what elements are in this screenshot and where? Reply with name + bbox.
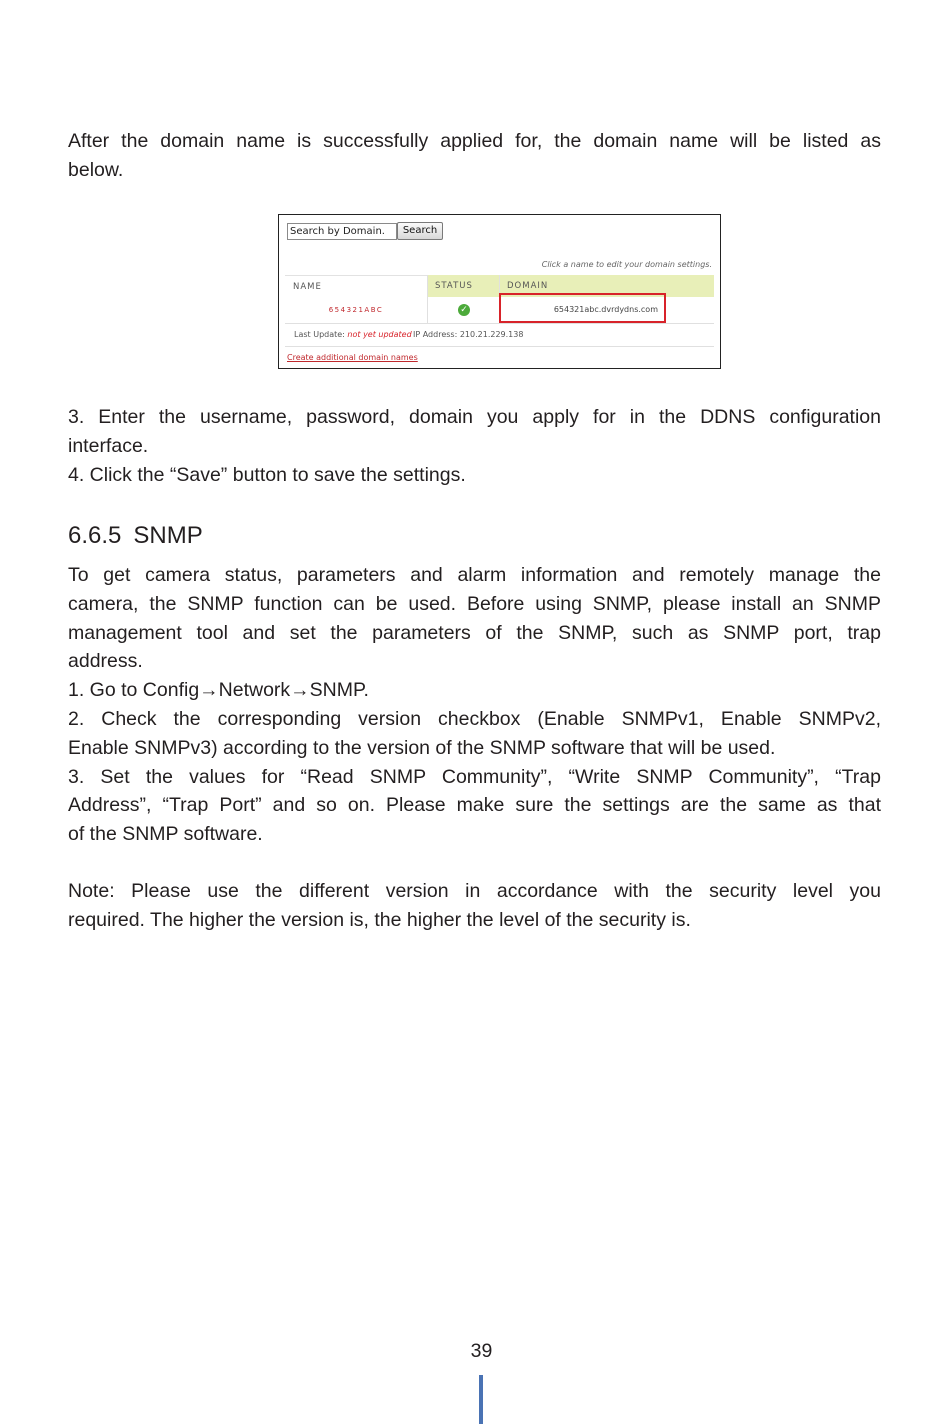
body-line: 3. Set the values for “Read SNMP Community”, “Write SNMP Community”, “Trap bbox=[68, 765, 881, 788]
last-update-row bbox=[285, 323, 714, 347]
body-line: address. bbox=[68, 650, 143, 673]
last-update-label: Last Update: bbox=[294, 330, 345, 339]
note-paragraph bbox=[68, 877, 881, 935]
body-line: management tool and set the parameters of the SNMP, such as SNMP port, trap bbox=[68, 621, 881, 644]
section-title: SNMP bbox=[133, 522, 203, 549]
section-number: 6.6.5 bbox=[68, 522, 122, 549]
note-line: Note: Please use the different version in accordance with the security level you bbox=[68, 880, 881, 902]
step-line: 3. Enter the username, password, domain you apply for in the DDNS configuration bbox=[68, 406, 881, 428]
column-header-name: NAME bbox=[285, 275, 427, 297]
body-line: 1. Go to Config→Network→SNMP. bbox=[68, 679, 369, 702]
body-line: To get camera status, parameters and alarm information and remotely manage the bbox=[68, 564, 881, 586]
note-line: required. The higher the version is, the higher the level of the security is. bbox=[68, 908, 691, 931]
intro-line: After the domain name is successfully applied for, the domain name will be listed as bbox=[68, 130, 881, 152]
column-divider bbox=[427, 275, 428, 323]
body-line: Address”, “Trap Port” and so on. Please make sure the settings are the same as that bbox=[68, 794, 881, 817]
page-number: 39 bbox=[470, 1340, 493, 1362]
ip-address: IP Address: 210.21.229.138 bbox=[413, 330, 524, 339]
body-line: of the SNMP software. bbox=[68, 823, 263, 846]
last-update-value: not yet updated bbox=[347, 330, 412, 339]
ddns-domain-list-screenshot bbox=[278, 214, 721, 369]
step-line: interface. bbox=[68, 434, 149, 457]
body-line: camera, the SNMP function can be used. Before using SNMP, please install an SNMP bbox=[68, 592, 881, 615]
column-header-domain: DOMAIN bbox=[499, 275, 714, 297]
step-line: 4. Click the “Save” button to save the settings. bbox=[68, 463, 466, 486]
page-accent-bar bbox=[479, 1375, 483, 1424]
create-domain-link[interactable]: Create additional domain names bbox=[287, 353, 418, 362]
domain-name-link[interactable]: 654321ABC bbox=[328, 306, 384, 314]
ddns-steps bbox=[68, 403, 881, 489]
highlight-box bbox=[499, 293, 666, 323]
intro-line: below. bbox=[68, 158, 124, 181]
intro-paragraph bbox=[68, 127, 881, 185]
search-button[interactable]: Search bbox=[397, 222, 443, 240]
body-line: Enable SNMPv3) according to the version of the SNMP software that will be used. bbox=[68, 736, 776, 759]
last-update-text bbox=[294, 324, 412, 346]
snmp-paragraph bbox=[68, 561, 881, 849]
column-header-status: STATUS bbox=[427, 275, 499, 297]
check-circle-icon: ✓ bbox=[458, 304, 470, 316]
section-heading bbox=[68, 522, 203, 550]
search-input[interactable]: Search by Domain. bbox=[287, 223, 397, 240]
status-cell bbox=[427, 297, 499, 323]
edit-hint: Click a name to edit your domain settings. bbox=[541, 260, 712, 269]
body-line: 2. Check the corresponding version checkbox (Enable SNMPv1, Enable SNMPv2, bbox=[68, 707, 881, 730]
domain-cell: 654321abc.dvrdydns.com bbox=[553, 305, 658, 314]
